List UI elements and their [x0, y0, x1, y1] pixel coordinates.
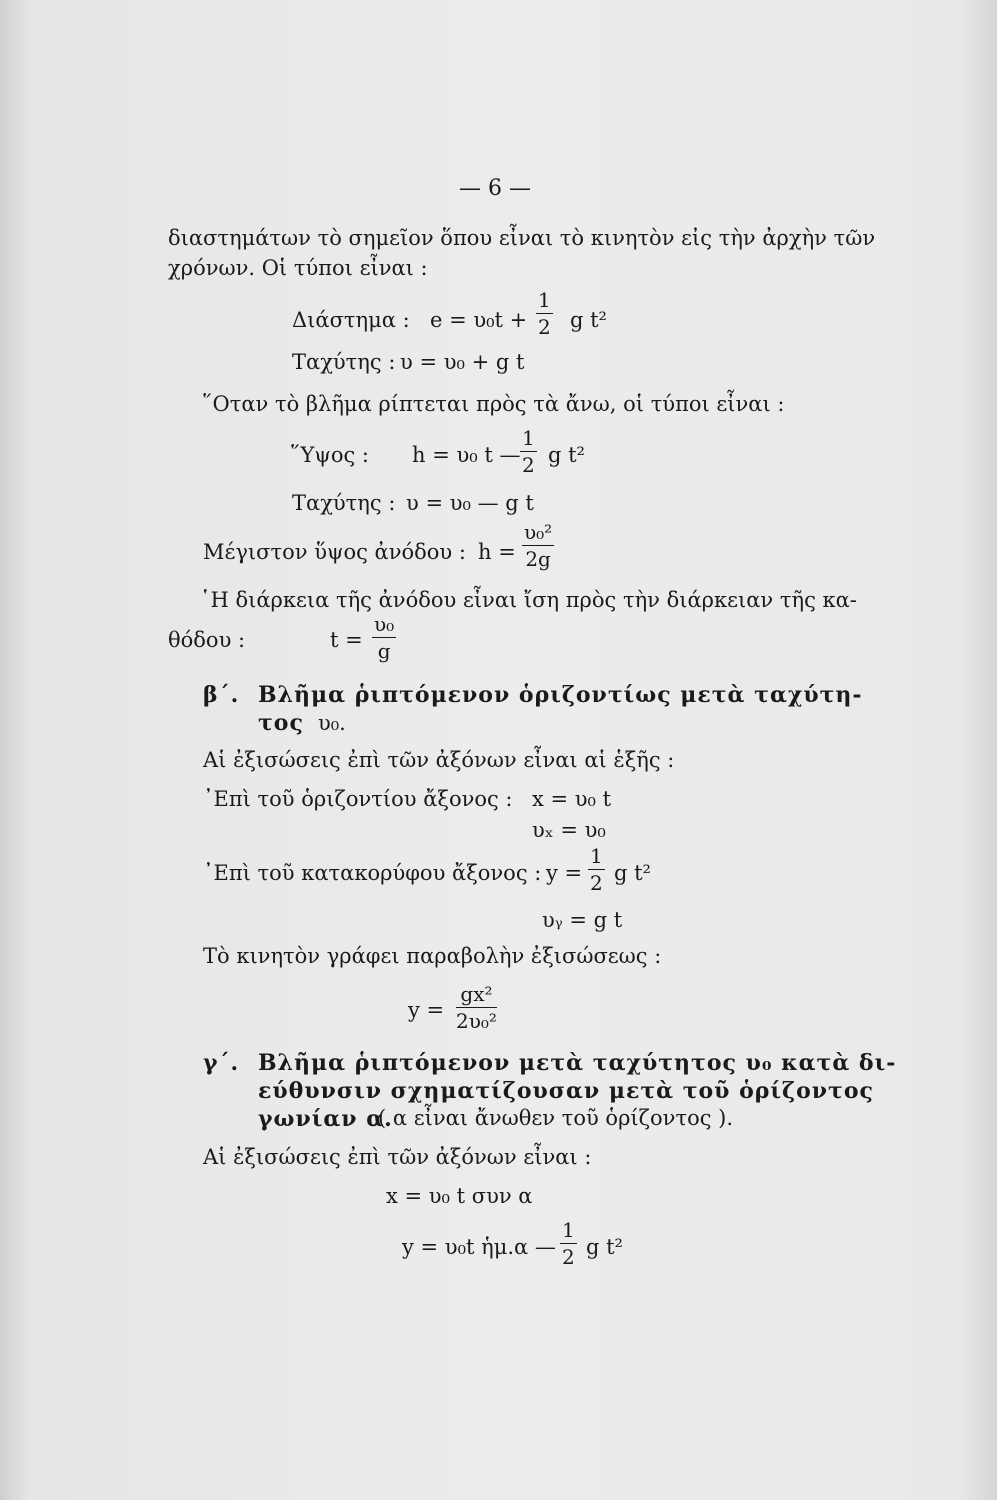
b-vertical-lhs: y = — [546, 861, 583, 885]
height-formula-tail: g t² — [548, 443, 585, 467]
b-vertical-fraction — [588, 846, 605, 893]
section-c-marker: γ΄. — [203, 1050, 240, 1076]
fraction-denominator: 2υ₀² — [456, 1009, 497, 1033]
parabola-intro: Τὸ κινητὸν γράφει παραβολὴν ἐξισώσεως : — [203, 944, 662, 968]
fraction-denominator: 2g — [525, 547, 551, 571]
fraction-numerator: 1 — [538, 288, 551, 312]
fraction-numerator: 1 — [562, 1218, 575, 1242]
speed-formula-down: υ = υ₀ + g t — [400, 350, 525, 374]
b-equations-intro: Αἱ ἐξισώσεις ἐπὶ τῶν ἀξόνων εἶναι αἱ ἑξῆς : — [203, 748, 675, 772]
b-vertical-tail: g t² — [614, 861, 651, 885]
section-c-title-line-3: γωνίαν α. — [258, 1106, 393, 1132]
speed-formula-up: υ = υ₀ — g t — [406, 491, 534, 515]
distance-formula-tail: g t² — [570, 308, 607, 332]
b-horizontal-eq-1: x = υ₀ t — [532, 787, 612, 811]
c-eq-2-lhs: y = υ₀t ἡμ.α — — [402, 1235, 556, 1259]
section-b-title-line-1: Βλῆμα ῥιπτόμενον ὁριζοντίως μετὰ ταχύτη- — [258, 682, 863, 708]
c-eq-2-fraction — [560, 1220, 577, 1267]
fraction-denominator: 2 — [562, 1245, 575, 1269]
fraction-denominator: 2 — [590, 871, 603, 895]
section-c-title-line-1: Βλῆμα ῥιπτόμενον μετὰ ταχύτητος υ₀ κατὰ δι- — [258, 1050, 897, 1076]
fraction-numerator: gx² — [456, 984, 497, 1008]
fraction-numerator: υ₀² — [524, 520, 553, 544]
max-height-lhs: h = — [478, 540, 516, 564]
c-eq-2-tail: g t² — [586, 1235, 623, 1259]
upward-intro: ῞Οταν τὸ βλῆμα ρίπτεται πρὸς τὰ ἄνω, οἱ τύποι εἶναι : — [202, 392, 785, 416]
fraction-denominator: g — [377, 639, 391, 663]
section-b-title-variable: υ₀. — [318, 711, 346, 735]
parabola-lhs: y = — [408, 998, 445, 1022]
intro-line-1: διαστημάτων τὸ σημεῖον ὅπου εἶναι τὸ κινητὸν εἰς τὴν ἀρχὴν τῶν — [168, 226, 876, 250]
b-horizontal-label: ᾽Επὶ τοῦ ὁριζοντίου ἄξονος : — [203, 787, 513, 811]
height-label: ῞Υψος : — [290, 443, 369, 467]
height-formula-lhs: h = υ₀ t — — [412, 443, 521, 467]
b-vertical-label: ᾽Επὶ τοῦ κατακορύφου ἄξονος : — [203, 861, 542, 885]
distance-formula-lhs: e = υ₀t + — [430, 308, 528, 332]
speed-label-up: Ταχύτης : — [292, 491, 396, 515]
fraction-numerator: υ₀ — [374, 612, 395, 636]
distance-label: Διάστημα : — [292, 308, 410, 332]
height-fraction — [520, 428, 537, 475]
parabola-fraction — [456, 984, 497, 1031]
fraction-numerator: 1 — [522, 426, 535, 450]
duration-lhs: t = — [330, 628, 363, 652]
section-c-title-note: ( α εἶναι ἄνωθεν τοῦ ὁρίζοντος ). — [378, 1106, 734, 1130]
fraction-denominator: 2 — [538, 315, 551, 339]
speed-label-down: Ταχύτης : — [292, 350, 396, 374]
duration-line-2: θόδου : — [168, 628, 246, 652]
c-equations-intro: Αἱ ἐξισώσεις ἐπὶ τῶν ἀξόνων εἶναι : — [203, 1145, 592, 1169]
c-eq-1: x = υ₀ t συν α — [386, 1184, 533, 1208]
duration-line-1: ῾Η διάρκεια τῆς ἀνόδου εἶναι ἴση πρὸς τὴν διάρκειαν τῆς κα- — [200, 588, 857, 612]
intro-line-2: χρόνων. Οἱ τύποι εἶναι : — [168, 256, 428, 280]
section-b-title-line-2: τος — [258, 710, 304, 736]
b-horizontal-eq-2: υₓ = υ₀ — [532, 818, 606, 842]
page-number: — 6 — — [459, 176, 531, 201]
section-b-marker: β΄. — [203, 682, 240, 708]
fraction-numerator: 1 — [590, 844, 603, 868]
fraction-denominator: 2 — [522, 453, 535, 477]
duration-fraction — [372, 614, 396, 661]
section-c-title-line-2: εύθυνσιν σχηματίζουσαν μετὰ τοῦ ὁρίζοντος — [258, 1078, 874, 1104]
distance-fraction — [536, 290, 553, 337]
max-height-fraction — [522, 522, 554, 569]
max-height-label: Μέγιστον ὕψος ἀνόδου : — [203, 540, 466, 564]
b-vertical-eq-2: υᵧ = g t — [542, 908, 623, 932]
